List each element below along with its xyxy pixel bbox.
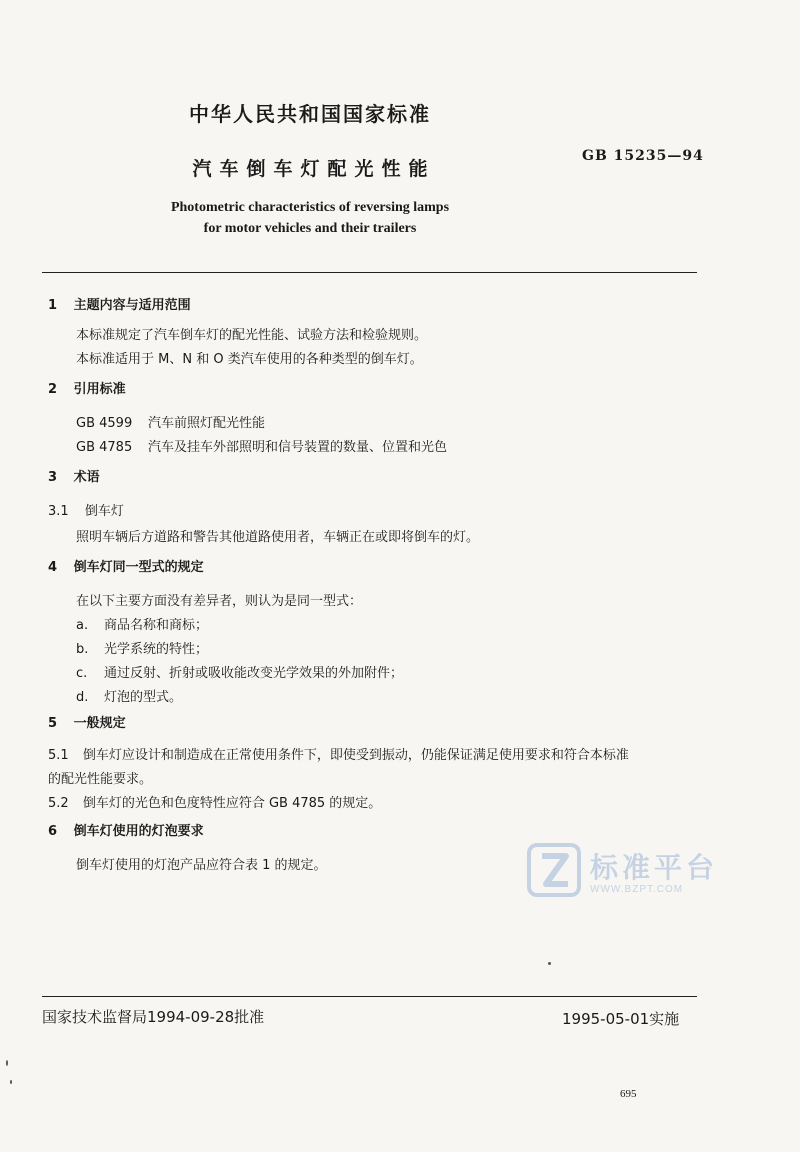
list-item-label: b. — [76, 642, 89, 657]
section-number: 6 — [48, 824, 58, 839]
section-number: 1 — [48, 298, 58, 313]
list-item-text: 灯泡的型式。 — [104, 690, 183, 705]
document-title-en-line1: Photometric characteristics of reversing lamps — [170, 200, 450, 215]
reference-item — [76, 412, 265, 431]
section-4-intro: 在以下主要方面没有差异者，则认为是同一型式： — [76, 594, 363, 609]
section-title: 引用标准 — [73, 382, 126, 397]
section-1-heading — [48, 294, 191, 313]
scan-speck — [6, 1060, 8, 1066]
section-1-paragraph-1: 本标准规定了汽车倒车灯的配光性能、试验方法和检验规则。 — [76, 328, 428, 343]
list-item-text: 通过反射、折射或吸收能改变光学效果的外加附件； — [104, 666, 404, 681]
list-item — [76, 614, 208, 633]
watermark-url: WWW.BZPT.COM — [590, 884, 684, 895]
clause-number: 3.1 — [48, 504, 69, 519]
standard-code: GB 15235—94 — [582, 148, 704, 164]
section-number: 3 — [48, 470, 58, 485]
scan-speck — [10, 1080, 12, 1084]
list-item — [76, 662, 403, 681]
list-item-label: a. — [76, 618, 89, 633]
section-number: 4 — [48, 560, 58, 575]
reference-code: GB 4785 — [76, 440, 133, 455]
list-item-text: 光学系统的特性； — [104, 642, 209, 657]
national-standard-heading: 中华人民共和国国家标准 — [189, 102, 431, 126]
list-item-text: 商品名称和商标； — [104, 618, 209, 633]
clause-title: 倒车灯 — [84, 504, 124, 519]
section-title: 倒车灯使用的灯泡要求 — [73, 824, 204, 839]
page-number: 695 — [620, 1088, 637, 1100]
list-item-label: d. — [76, 690, 89, 705]
clause-5-1-line-1 — [48, 744, 629, 763]
clause-3-1-heading — [48, 500, 124, 519]
section-title: 一般规定 — [73, 716, 126, 731]
watermark-logo-icon — [526, 842, 582, 898]
reference-code: GB 4599 — [76, 416, 133, 431]
reference-title: 汽车前照灯配光性能 — [148, 416, 266, 431]
effective-date: 1995-05-01实施 — [562, 1010, 680, 1028]
section-6-text: 倒车灯使用的灯泡产品应符合表 1 的规定。 — [76, 858, 327, 873]
header-divider — [42, 272, 697, 273]
list-item — [76, 638, 208, 657]
reference-item — [76, 436, 447, 455]
document-title-en-line2: for motor vehicles and their trailers — [203, 221, 417, 236]
section-2-heading — [48, 378, 126, 397]
section-number: 2 — [48, 382, 58, 397]
section-6-heading — [48, 820, 204, 839]
list-item-label: c. — [76, 666, 88, 681]
footer-divider — [42, 996, 697, 997]
clause-5-2 — [48, 792, 381, 811]
section-4-heading — [48, 556, 204, 575]
reference-title: 汽车及挂车外部照明和信号装置的数量、位置和光色 — [148, 440, 448, 455]
watermark-text: 标准平台 — [590, 851, 719, 884]
approval-line: 国家技术监督局1994-09-28批准 — [42, 1008, 265, 1026]
clause-text: 倒车灯应设计和制造成在正常使用条件下，即使受到振动，仍能保证满足使用要求和符合本标准 — [82, 748, 629, 763]
clause-5-1-line-2: 的配光性能要求。 — [48, 772, 153, 787]
section-number: 5 — [48, 716, 58, 731]
section-title: 主题内容与适用范围 — [73, 298, 191, 313]
section-5-heading — [48, 712, 126, 731]
scan-speck — [548, 962, 551, 965]
watermark — [526, 842, 722, 902]
clause-3-1-text: 照明车辆后方道路和警告其他道路使用者，车辆正在或即将倒车的灯。 — [76, 530, 480, 545]
clause-number: 5.2 — [48, 796, 69, 811]
document-title-cn: 汽车倒车灯配光性能 — [192, 158, 436, 180]
list-item — [76, 686, 182, 705]
section-1-paragraph-2: 本标准适用于 M、N 和 O 类汽车使用的各种类型的倒车灯。 — [76, 352, 423, 367]
clause-text: 倒车灯的光色和色度特性应符合 GB 4785 的规定。 — [82, 796, 382, 811]
section-title: 倒车灯同一型式的规定 — [73, 560, 204, 575]
section-title: 术语 — [73, 470, 100, 485]
section-3-heading — [48, 466, 100, 485]
clause-number: 5.1 — [48, 748, 69, 763]
